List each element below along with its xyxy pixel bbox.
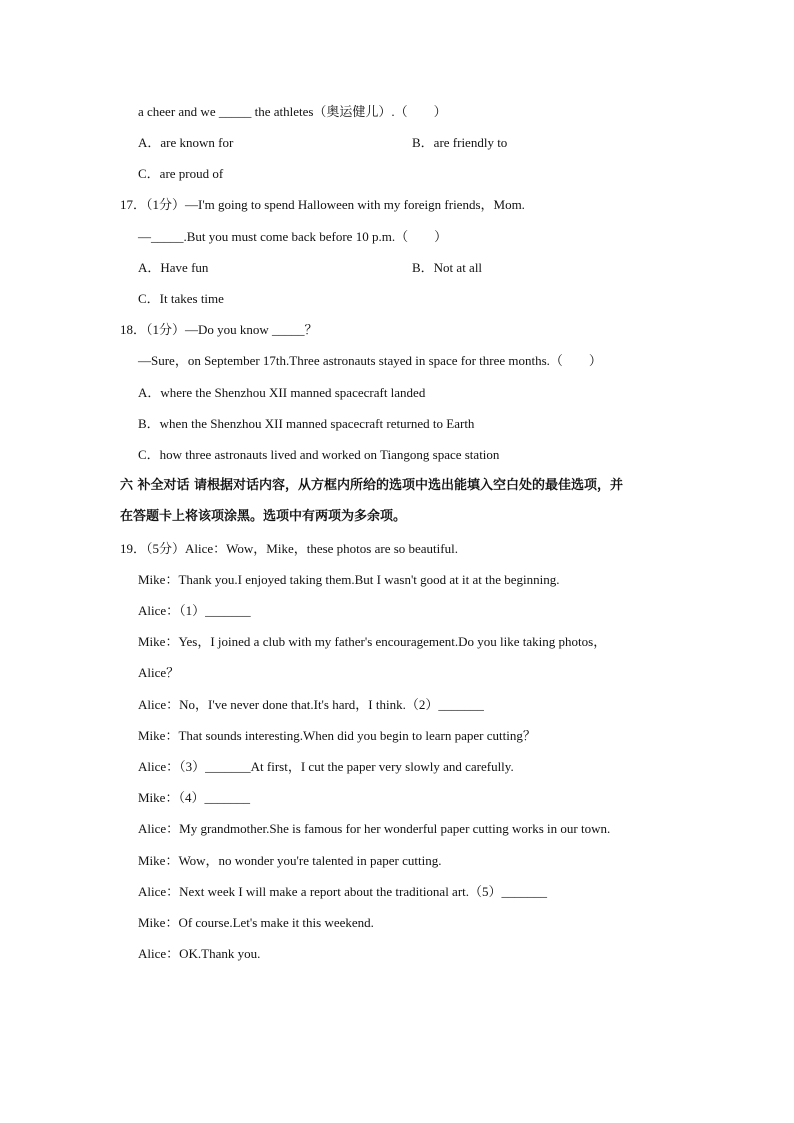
q19-dialogue-line: Mike：Wow，no wonder you're talented in paper cutting. bbox=[138, 853, 442, 868]
q18-option-c: C．how three astronauts lived and worked on Tiangong space station bbox=[138, 447, 500, 462]
q16-option-a: A．are known for bbox=[138, 135, 234, 150]
q17-option-c: C．It takes time bbox=[138, 291, 224, 306]
q18-stem: 18．（1分）—Do you know _____？ bbox=[120, 322, 318, 337]
q19-dialogue-line: Mike：（4）_______ bbox=[138, 790, 250, 805]
q16-option-c: C．are proud of bbox=[138, 166, 224, 181]
section6-heading-line1: 六 补全对话 请根据对话内容，从方框内所给的选项中选出能填入空白处的最佳选项，并 bbox=[120, 478, 624, 493]
q19-dialogue-line: Mike：Thank you.I enjoyed taking them.But I wasn't good at it at the beginning. bbox=[138, 572, 560, 587]
q19-dialogue-line: Alice：Next week I will make a report about the traditional art.（5）_______ bbox=[138, 884, 548, 899]
q17-option-b: B．Not at all bbox=[412, 260, 483, 275]
q18-option-b: B．when the Shenzhou XII manned spacecraft returned to Earth bbox=[138, 416, 475, 431]
q17-reply: —_____.But you must come back before 10 p.m.（ ） bbox=[138, 229, 448, 244]
q19-dialogue-line: Alice：No，I've never done that.It's hard，I think.（2）_______ bbox=[138, 697, 484, 712]
q19-dialogue-line: Alice：（1）_______ bbox=[138, 603, 251, 618]
q19-dialogue-line: Mike：That sounds interesting.When did you begin to learn paper cutting？ bbox=[138, 728, 536, 743]
q16-option-b: B．are friendly to bbox=[412, 135, 508, 150]
q16-stem-end: a cheer and we _____ the athletes（奥运健儿）.（ ） bbox=[138, 104, 447, 119]
q19-dialogue-line: Alice：OK.Thank you. bbox=[138, 946, 261, 961]
q19-dialogue-line: Alice：My grandmother.She is famous for her wonderful paper cutting works in our town. bbox=[138, 821, 611, 836]
q19-dialogue-line: Alice？ bbox=[138, 665, 180, 680]
q17-stem: 17．（1分）—I'm going to spend Halloween with my foreign friends，Mom. bbox=[120, 197, 525, 212]
q19-dialogue-line: Mike：Of course.Let's make it this weekend. bbox=[138, 915, 374, 930]
q19-dialogue-line: Mike：Yes，I joined a club with my father's encouragement.Do you like taking photos， bbox=[138, 634, 607, 649]
q18-option-a: A．where the Shenzhou XII manned spacecraft landed bbox=[138, 385, 426, 400]
section6-heading-line2: 在答题卡上将该项涂黑。选项中有两项为多余项。 bbox=[120, 509, 407, 524]
q19-stem: 19．（5分）Alice：Wow，Mike，these photos are so beautiful. bbox=[120, 541, 458, 556]
q19-dialogue-line: Alice：（3）_______At first，I cut the paper very slowly and carefully. bbox=[138, 759, 514, 774]
q17-option-a: A．Have fun bbox=[138, 260, 209, 275]
q18-reply: —Sure，on September 17th.Three astronauts stayed in space for three months.（ ） bbox=[138, 353, 602, 368]
